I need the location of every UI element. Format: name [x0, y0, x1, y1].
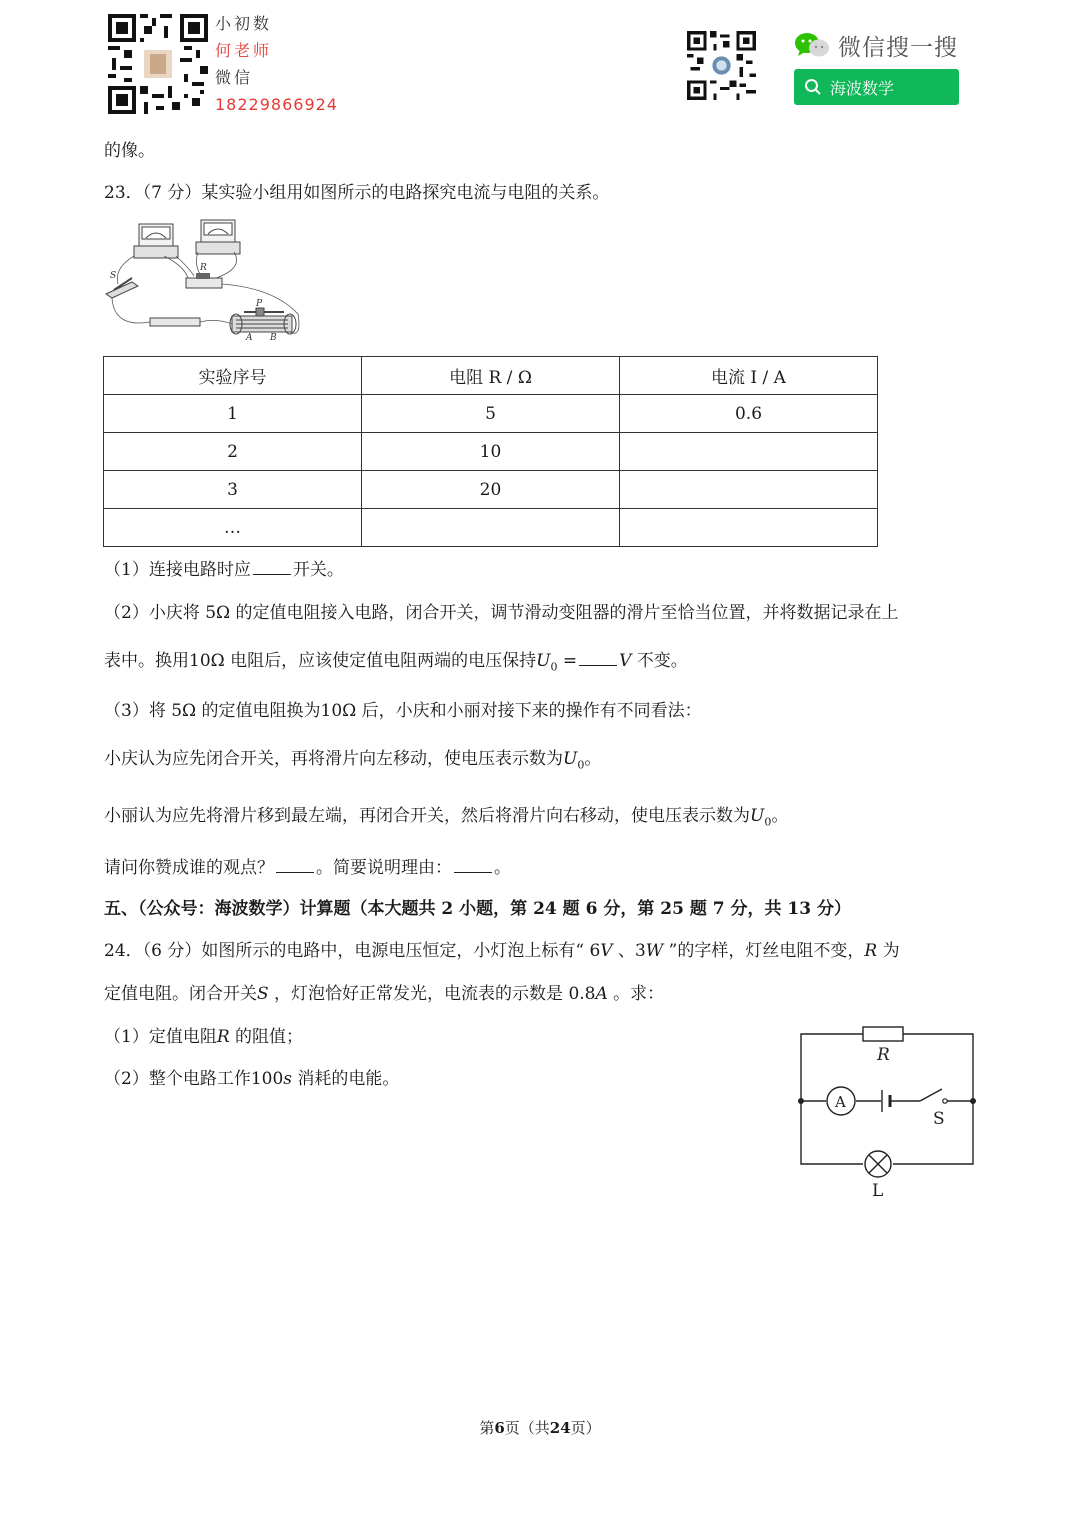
contact-line-3: 微信: [215, 68, 254, 87]
unit-s: s: [283, 1069, 292, 1089]
table-cell: 1: [104, 395, 362, 433]
apparatus-label-r: R: [200, 263, 207, 273]
footer-text: 第: [479, 1419, 495, 1437]
contact-info: [215, 10, 338, 118]
table-row: [104, 509, 878, 547]
q23-ask: [104, 856, 511, 880]
wechat-search-header: [794, 28, 958, 62]
period: 。: [584, 749, 602, 769]
q24-line2: [104, 982, 664, 1006]
q23-part2-line2: [104, 649, 688, 679]
contact-qr-code: [108, 14, 208, 114]
table-row: [104, 395, 878, 433]
q24-part1: [104, 1025, 303, 1049]
ask-text-mid: 。简要说明理由：: [316, 858, 452, 878]
answer-blank[interactable]: [579, 651, 617, 666]
q24-part1-text: （1）定值电阻: [104, 1027, 217, 1047]
wechat-search-title: 微信搜一搜: [838, 34, 958, 61]
answer-blank[interactable]: [253, 560, 291, 575]
var-u-sub: 0: [764, 815, 772, 829]
q24-text: 、3: [612, 941, 646, 961]
period: 。: [771, 806, 789, 826]
circuit-label-a: A: [835, 1093, 846, 1111]
table-cell: 3: [104, 471, 362, 509]
table-cell: 5: [362, 395, 620, 433]
q24-text: ，灯泡恰好正常发光，电流表的示数是 0.8: [268, 984, 596, 1004]
unit-a: A: [595, 984, 608, 1004]
q24-text: 。求：: [607, 984, 665, 1004]
circuit-label-r: R: [877, 1045, 890, 1065]
voltmeter-meter: [196, 220, 240, 254]
answer-blank[interactable]: [454, 858, 492, 873]
table-cell: [620, 509, 878, 547]
var-u: U: [563, 749, 578, 769]
wechat-qr-code: [687, 31, 756, 100]
contact-phone: 18229866924: [215, 95, 338, 114]
table-cell: 0.6: [620, 395, 878, 433]
var-s: S: [257, 984, 269, 1004]
q24-text: 定值电阻。闭合开关: [104, 984, 257, 1004]
q24-circuit-diagram: [795, 1022, 980, 1206]
q24-part2-text: （2）整个电路工作100: [104, 1069, 284, 1089]
table-cell: 10: [362, 433, 620, 471]
var-r: R: [216, 1027, 230, 1047]
var-r: R: [864, 941, 878, 961]
continued-line: 的像。: [104, 141, 155, 161]
table-cell: [362, 509, 620, 547]
table-cell: [620, 471, 878, 509]
var-u-sub: 0: [577, 758, 585, 772]
page-number: 6: [494, 1419, 505, 1437]
table-header-cell: 实验序号: [104, 357, 362, 395]
unit-v: V: [619, 651, 632, 671]
q24-part2-text: 消耗的电能。: [292, 1069, 400, 1089]
q23-part2-text-end: 不变。: [631, 651, 688, 671]
q24-part2: [104, 1067, 399, 1091]
q23-part1-text-end: 开关。: [292, 560, 344, 580]
q24-text: 为: [877, 941, 900, 961]
contact-line-1: 小初数: [215, 14, 273, 33]
q24-text: ”的字样，灯丝电阻不变，: [663, 941, 865, 961]
circuit-label-l: L: [872, 1181, 884, 1201]
table-header-cell: 电流 I / A: [620, 357, 878, 395]
q23-part3-line1: （3）将 5Ω 的定值电阻换为10Ω 后，小庆和小丽对接下来的操作有不同看法：: [104, 701, 702, 721]
equals-sign: =: [557, 651, 578, 671]
ask-text: 请问你赞成谁的观点？: [104, 858, 274, 878]
q23-xiaoqing-view: [104, 747, 601, 777]
q23-apparatus-figure: [104, 218, 304, 350]
table-row: [104, 433, 878, 471]
switch-symbol: [943, 1099, 947, 1103]
table-row: [104, 471, 878, 509]
circuit-label-s: S: [933, 1109, 945, 1129]
q23-stem: 23．（7 分）某实验小组用如图所示的电路探究电流与电阻的关系。: [104, 183, 610, 203]
table-cell: 20: [362, 471, 620, 509]
q23-part2-text: 表中。换用10Ω 电阻后，应该使定值电阻两端的电压保持: [104, 651, 537, 671]
battery-holder: [150, 318, 200, 326]
wechat-search-button[interactable]: [794, 69, 959, 105]
q24-part1-text: 的阻值；: [229, 1027, 304, 1047]
q23-data-table: [103, 356, 878, 547]
var-u: U: [536, 651, 551, 671]
wechat-search-keyword: 海波数学: [830, 78, 895, 98]
resistor-board: [186, 278, 222, 288]
resistor-symbol: [863, 1027, 903, 1041]
var-u: U: [750, 806, 765, 826]
search-icon: [804, 78, 822, 96]
answer-blank[interactable]: [276, 858, 314, 873]
q24-line1: [104, 939, 900, 963]
apparatus-label-b: B: [270, 333, 277, 343]
table-header-row: [104, 357, 878, 395]
q23-part1-text: （1）连接电路时应: [104, 560, 251, 580]
unit-w: W: [645, 941, 664, 961]
page-footer: [0, 1417, 1080, 1438]
apparatus-label-s: S: [110, 271, 117, 281]
unit-v: V: [600, 941, 613, 961]
footer-text: 页）: [570, 1419, 601, 1437]
footer-text: 页（共: [504, 1419, 550, 1437]
q23-part1: [104, 558, 344, 582]
xiaoqing-text: 小庆认为应先闭合开关，再将滑片向左移动，使电压表示数为: [104, 749, 563, 769]
table-header-cell: 电阻 R / Ω: [362, 357, 620, 395]
xiaoli-text: 小丽认为应先将滑片移到最左端，再闭合开关，然后将滑片向右移动，使电压表示数为: [104, 806, 750, 826]
apparatus-label-p: P: [256, 299, 263, 309]
ammeter-meter: [134, 224, 178, 258]
apparatus-label-a: A: [246, 333, 253, 343]
table-cell: …: [104, 509, 362, 547]
ask-text-end: 。: [494, 858, 511, 878]
q23-part2-line1: （2）小庆将 5Ω 的定值电阻接入电路，闭合开关，调节滑动变阻器的滑片至恰当位置，并将数据记录在上: [104, 603, 899, 623]
wechat-icon: [794, 31, 830, 59]
table-cell: 2: [104, 433, 362, 471]
var-u-sub: 0: [550, 660, 558, 674]
section-5-heading: 五、（公众号：海波数学）计算题（本大题共 2 小题，第 24 题 6 分，第 25 题 7 分，共 13 分）: [104, 899, 851, 919]
contact-line-2: 何老师: [215, 41, 273, 60]
q23-xiaoli-view: [104, 804, 788, 834]
total-pages: 24: [549, 1419, 571, 1437]
table-cell: [620, 433, 878, 471]
q24-text: 24．（6 分）如图所示的电路中，电源电压恒定，小灯泡上标有“ 6: [104, 941, 601, 961]
